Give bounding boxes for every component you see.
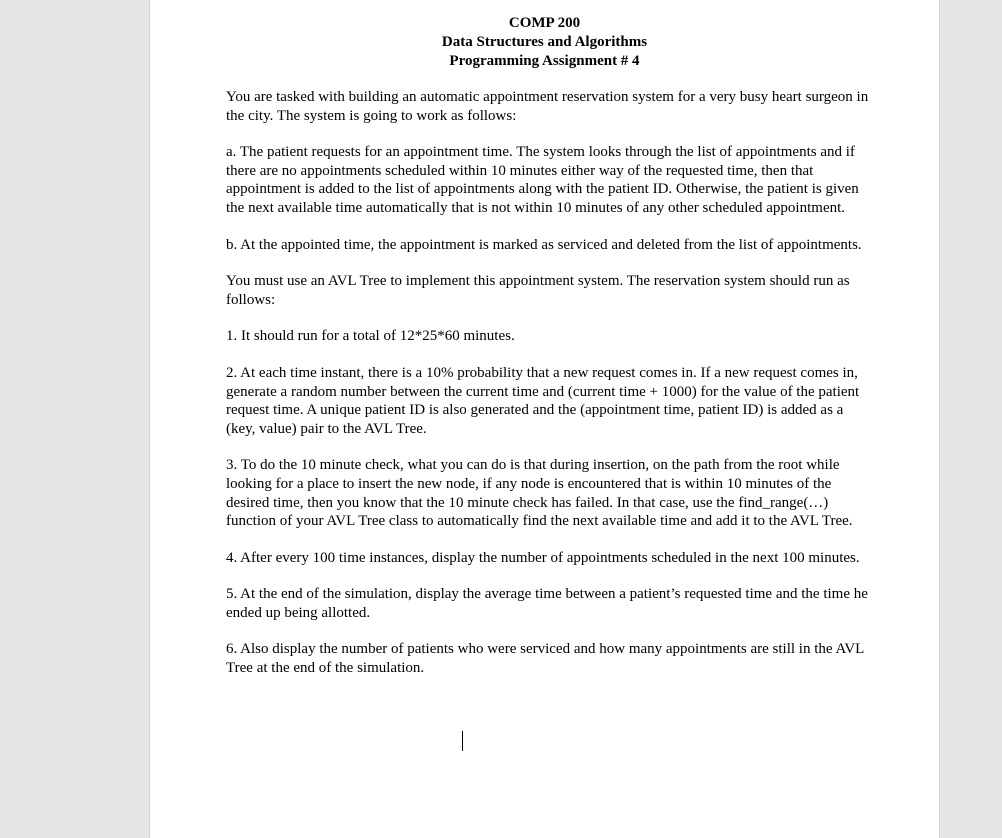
intro-paragraph: You are tasked with building an automatic appointment reservation system for a very busy heart surgeon in the city. The system is going to work as follows: bbox=[226, 89, 869, 124]
requirement-4: 4. After every 100 time instances, display the number of appointments scheduled in the next 100 minutes. bbox=[226, 549, 860, 566]
avl-paragraph: You must use an AVL Tree to implement this appointment system. The reservation system should run as follows: bbox=[226, 273, 850, 308]
requirement-2: 2. At each time instant, there is a 10% probability that a new request comes in. If a new request comes in, generate a random number between the current time and (current time + 1000) for the value of the patient request time. A unique patient ID is also generated and the (appointment time, patient ID) is added as a (key, value) pair to the AVL Tree. bbox=[226, 364, 860, 437]
requirement-3: 3. To do the 10 minute check, what you can do is that during insertion, on the path from the root while looking for a place to insert the new node, if any node is encountered that is within 10 minutes of the desired time, then you know that the 10 minute check has failed. In that case, use the find_range(…) function of your AVL Tree class to automatically find the next available time and add it to the AVL Tree. bbox=[226, 457, 853, 530]
document-body[interactable] bbox=[226, 88, 871, 696]
paragraph-b: b. At the appointed time, the appointment is marked as serviced and deleted from the list of appointments. bbox=[226, 236, 862, 253]
requirement-6: 6. Also display the number of patients who were serviced and how many appointments are still in the AVL Tree at the end of the simulation. bbox=[226, 641, 864, 677]
requirement-1: 1. It should run for a total of 12*25*60 minutes. bbox=[226, 328, 515, 345]
paragraph-a: a. The patient requests for an appointment time. The system looks through the list of appointments and if there are no appointments scheduled within 10 minutes either way of the requested time, then that appointment is added to the list of appointments along with the patient ID. Otherwise, the patient is given the next available time automatically that is not within 10 minutes of any other scheduled appointment. bbox=[226, 144, 859, 216]
document-title bbox=[150, 14, 939, 71]
requirement-5: 5. At the end of the simulation, display the average time between a patient’s requested time and the time he ended up being allotted. bbox=[226, 586, 868, 621]
course-name: Data Structures and Algorithms bbox=[441, 34, 648, 50]
course-code: COMP 200 bbox=[508, 15, 581, 31]
assignment-title: Programming Assignment # 4 bbox=[449, 53, 640, 69]
document-page[interactable] bbox=[149, 0, 940, 838]
text-cursor bbox=[462, 731, 463, 751]
